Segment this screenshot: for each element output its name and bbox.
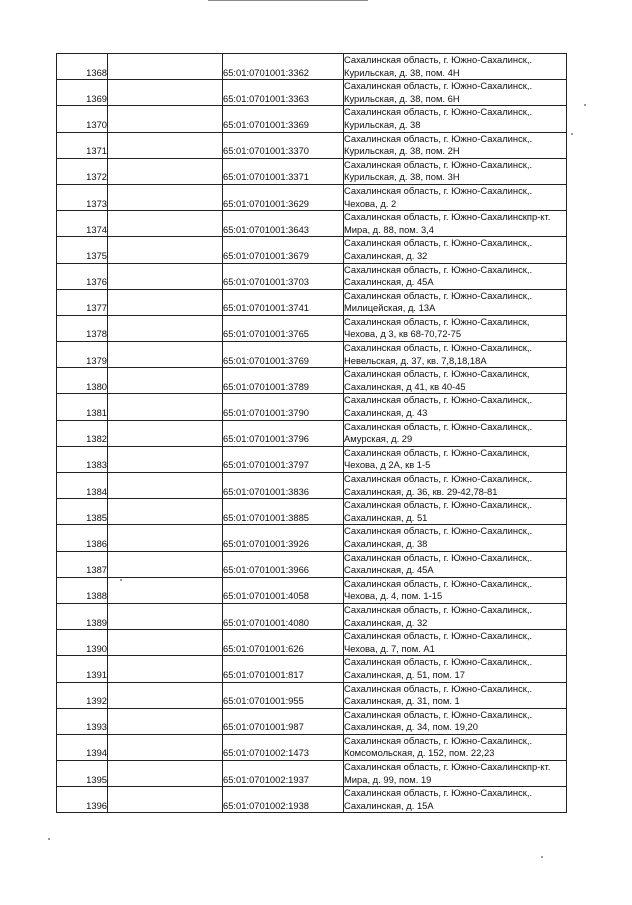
- table-row: [57, 394, 567, 420]
- row-number-cell: 1368: [57, 54, 108, 80]
- address-cell: Сахалинская область, г. Южно-Сахалинск,. Курильская, д. 38, пом. 2Н: [344, 132, 567, 158]
- cadastral-number-cell: 65:01:0701001:4058: [223, 577, 344, 603]
- address-cell: Сахалинская область, г. Южно-Сахалинск,. Курильская, д. 38: [344, 106, 567, 132]
- address-cell: Сахалинская область, г. Южно-Сахалинск, Чехова, д 3, кв 68-70,72-75: [344, 315, 567, 341]
- row-number-cell: 1370: [57, 106, 108, 132]
- address-cell: Сахалинская область, г. Южно-Сахалинск,. Чехова, д. 4, пом. 1-15: [344, 577, 567, 603]
- address-cell: Сахалинская область, г. Южно-Сахалинск,. Сахалинская, д. 34, пом. 19,20: [344, 708, 567, 734]
- address-cell: Сахалинская область, г. Южно-Сахалинск,. Курильская, д. 38, пом. 6Н: [344, 80, 567, 106]
- row-number-cell: 1384: [57, 473, 108, 499]
- cadastral-number-cell: 65:01:0701001:3796: [223, 420, 344, 446]
- address-cell: Сахалинская область, г. Южно-Сахалинск,. Сахалинская, д. 31, пом. 1: [344, 682, 567, 708]
- cadastral-number-cell: 65:01:0701001:3363: [223, 80, 344, 106]
- empty-cell: [108, 132, 223, 158]
- cadastral-number-cell: 65:01:0701001:3926: [223, 525, 344, 551]
- row-number-cell: 1379: [57, 342, 108, 368]
- empty-cell: [108, 342, 223, 368]
- table-row: [57, 525, 567, 551]
- table-row: [57, 184, 567, 210]
- empty-cell: [108, 630, 223, 656]
- table-row: [57, 473, 567, 499]
- row-number-cell: 1377: [57, 289, 108, 315]
- address-cell: Сахалинская область, г. Южно-Сахалинск,. Амурская, д. 29: [344, 420, 567, 446]
- cadastral-number-cell: 65:01:0701001:3885: [223, 499, 344, 525]
- address-cell: Сахалинская область, г. Южно-Сахалинск,. Курильская, д. 38, пом. 4Н: [344, 54, 567, 80]
- cadastral-number-cell: 65:01:0701001:3790: [223, 394, 344, 420]
- cadastral-number-cell: 65:01:0701001:3362: [223, 54, 344, 80]
- address-cell: Сахалинская область, г. Южно-Сахалинскпр-кт. Мира, д. 99, пом. 19: [344, 761, 567, 787]
- row-number-cell: 1392: [57, 682, 108, 708]
- address-cell: Сахалинская область, г. Южно-Сахалинск,. Милицейская, д. 13А: [344, 289, 567, 315]
- cadastral-number-cell: 65:01:0701001:3369: [223, 106, 344, 132]
- table-row: [57, 132, 567, 158]
- address-cell: Сахалинская область, г. Южно-Сахалинск,. Невельская, д. 37, кв. 7,8,18,18А: [344, 342, 567, 368]
- table-row: [57, 499, 567, 525]
- cadastral-number-cell: 65:01:0701001:3741: [223, 289, 344, 315]
- table-row: [57, 551, 567, 577]
- address-cell: Сахалинская область, г. Южно-Сахалинск,. Сахалинская, д. 15А: [344, 787, 567, 813]
- cadastral-number-cell: 65:01:0701001:3966: [223, 551, 344, 577]
- cadastral-number-cell: 65:01:0701001:626: [223, 630, 344, 656]
- empty-cell: [108, 289, 223, 315]
- table-row: [57, 682, 567, 708]
- table-row: [57, 420, 567, 446]
- address-cell: Сахалинская область, г. Южно-Сахалинск,. Сахалинская, д. 45А: [344, 551, 567, 577]
- registry-table-body: [57, 54, 567, 813]
- cadastral-number-cell: 65:01:0701002:1473: [223, 734, 344, 760]
- empty-cell: [108, 473, 223, 499]
- address-cell: Сахалинская область, г. Южно-Сахалинскпр-кт. Мира, д. 88, пом. 3,4: [344, 211, 567, 237]
- empty-cell: [108, 603, 223, 629]
- empty-cell: [108, 237, 223, 263]
- table-row: [57, 761, 567, 787]
- scan-top-rule: [208, 0, 368, 1]
- empty-cell: [108, 315, 223, 341]
- address-cell: Сахалинская область, г. Южно-Сахалинск, Чехова, д 2А, кв 1-5: [344, 446, 567, 472]
- address-cell: Сахалинская область, г. Южно-Сахалинск,. Сахалинская, д. 38: [344, 525, 567, 551]
- cadastral-number-cell: 65:01:0701001:3769: [223, 342, 344, 368]
- row-number-cell: 1387: [57, 551, 108, 577]
- row-number-cell: 1375: [57, 237, 108, 263]
- cadastral-number-cell: 65:01:0701002:1937: [223, 761, 344, 787]
- address-cell: Сахалинская область, г. Южно-Сахалинск,. Сахалинская, д. 45А: [344, 263, 567, 289]
- table-row: [57, 708, 567, 734]
- empty-cell: [108, 761, 223, 787]
- row-number-cell: 1371: [57, 132, 108, 158]
- table-row: [57, 289, 567, 315]
- cadastral-number-cell: 65:01:0701001:987: [223, 708, 344, 734]
- empty-cell: [108, 708, 223, 734]
- empty-cell: [108, 682, 223, 708]
- table-row: [57, 446, 567, 472]
- table-row: [57, 158, 567, 184]
- table-row: [57, 80, 567, 106]
- empty-cell: [108, 263, 223, 289]
- cadastral-number-cell: 65:01:0701001:3629: [223, 184, 344, 210]
- empty-cell: [108, 158, 223, 184]
- cadastral-number-cell: 65:01:0701001:3371: [223, 158, 344, 184]
- address-cell: Сахалинская область, г. Южно-Сахалинск,. Сахалинская, д. 51: [344, 499, 567, 525]
- table-row: [57, 263, 567, 289]
- cadastral-number-cell: 65:01:0701001:3643: [223, 211, 344, 237]
- cadastral-number-cell: 65:01:0701001:3370: [223, 132, 344, 158]
- table-row: [57, 211, 567, 237]
- table-row: [57, 315, 567, 341]
- empty-cell: [108, 656, 223, 682]
- row-number-cell: 1386: [57, 525, 108, 551]
- row-number-cell: 1374: [57, 211, 108, 237]
- cadastral-number-cell: 65:01:0701001:817: [223, 656, 344, 682]
- row-number-cell: 1390: [57, 630, 108, 656]
- table-row: [57, 342, 567, 368]
- table-row: [57, 656, 567, 682]
- address-cell: Сахалинская область, г. Южно-Сахалинск, Сахалинская, д 41, кв 40-45: [344, 368, 567, 394]
- table-row: [57, 368, 567, 394]
- address-cell: Сахалинская область, г. Южно-Сахалинск,. Сахалинская, д. 51, пом. 17: [344, 656, 567, 682]
- cadastral-number-cell: 65:01:0701001:3765: [223, 315, 344, 341]
- property-registry-table: [56, 53, 567, 813]
- address-cell: Сахалинская область, г. Южно-Сахалинск,. Комсомольская, д. 152, пом. 22,23: [344, 734, 567, 760]
- row-number-cell: 1395: [57, 761, 108, 787]
- empty-cell: [108, 499, 223, 525]
- row-number-cell: 1378: [57, 315, 108, 341]
- address-cell: Сахалинская область, г. Южно-Сахалинск,. Чехова, д. 7, пом. А1: [344, 630, 567, 656]
- empty-cell: [108, 80, 223, 106]
- address-cell: Сахалинская область, г. Южно-Сахалинск,. Сахалинская, д. 36, кв. 29-42,78-81: [344, 473, 567, 499]
- empty-cell: [108, 734, 223, 760]
- empty-cell: [108, 211, 223, 237]
- row-number-cell: 1383: [57, 446, 108, 472]
- row-number-cell: 1393: [57, 708, 108, 734]
- row-number-cell: 1388: [57, 577, 108, 603]
- cadastral-number-cell: 65:01:0701002:1938: [223, 787, 344, 813]
- empty-cell: [108, 551, 223, 577]
- table-row: [57, 577, 567, 603]
- table-row: [57, 603, 567, 629]
- row-number-cell: 1396: [57, 787, 108, 813]
- empty-cell: [108, 446, 223, 472]
- table-row: [57, 734, 567, 760]
- empty-cell: [108, 420, 223, 446]
- row-number-cell: 1380: [57, 368, 108, 394]
- row-number-cell: 1369: [57, 80, 108, 106]
- table-row: [57, 630, 567, 656]
- empty-cell: [108, 577, 223, 603]
- address-cell: Сахалинская область, г. Южно-Сахалинск,. Чехова, д. 2: [344, 184, 567, 210]
- address-cell: Сахалинская область, г. Южно-Сахалинск,. Курильская, д. 38, пом. 3Н: [344, 158, 567, 184]
- row-number-cell: 1381: [57, 394, 108, 420]
- empty-cell: [108, 787, 223, 813]
- cadastral-number-cell: 65:01:0701001:3797: [223, 446, 344, 472]
- row-number-cell: 1376: [57, 263, 108, 289]
- empty-cell: [108, 54, 223, 80]
- row-number-cell: 1382: [57, 420, 108, 446]
- cadastral-number-cell: 65:01:0701001:3703: [223, 263, 344, 289]
- address-cell: Сахалинская область, г. Южно-Сахалинск,. Сахалинская, д. 32: [344, 237, 567, 263]
- row-number-cell: 1394: [57, 734, 108, 760]
- cadastral-number-cell: 65:01:0701001:3679: [223, 237, 344, 263]
- table-row: [57, 54, 567, 80]
- address-cell: Сахалинская область, г. Южно-Сахалинск,. Сахалинская, д. 43: [344, 394, 567, 420]
- row-number-cell: 1385: [57, 499, 108, 525]
- empty-cell: [108, 525, 223, 551]
- empty-cell: [108, 368, 223, 394]
- cadastral-number-cell: 65:01:0701001:955: [223, 682, 344, 708]
- address-cell: Сахалинская область, г. Южно-Сахалинск,. Сахалинская, д. 32: [344, 603, 567, 629]
- empty-cell: [108, 106, 223, 132]
- row-number-cell: 1373: [57, 184, 108, 210]
- row-number-cell: 1391: [57, 656, 108, 682]
- table-row: [57, 787, 567, 813]
- cadastral-number-cell: 65:01:0701001:4080: [223, 603, 344, 629]
- row-number-cell: 1389: [57, 603, 108, 629]
- row-number-cell: 1372: [57, 158, 108, 184]
- cadastral-number-cell: 65:01:0701001:3789: [223, 368, 344, 394]
- cadastral-number-cell: 65:01:0701001:3836: [223, 473, 344, 499]
- empty-cell: [108, 394, 223, 420]
- table-row: [57, 237, 567, 263]
- empty-cell: [108, 184, 223, 210]
- table-row: [57, 106, 567, 132]
